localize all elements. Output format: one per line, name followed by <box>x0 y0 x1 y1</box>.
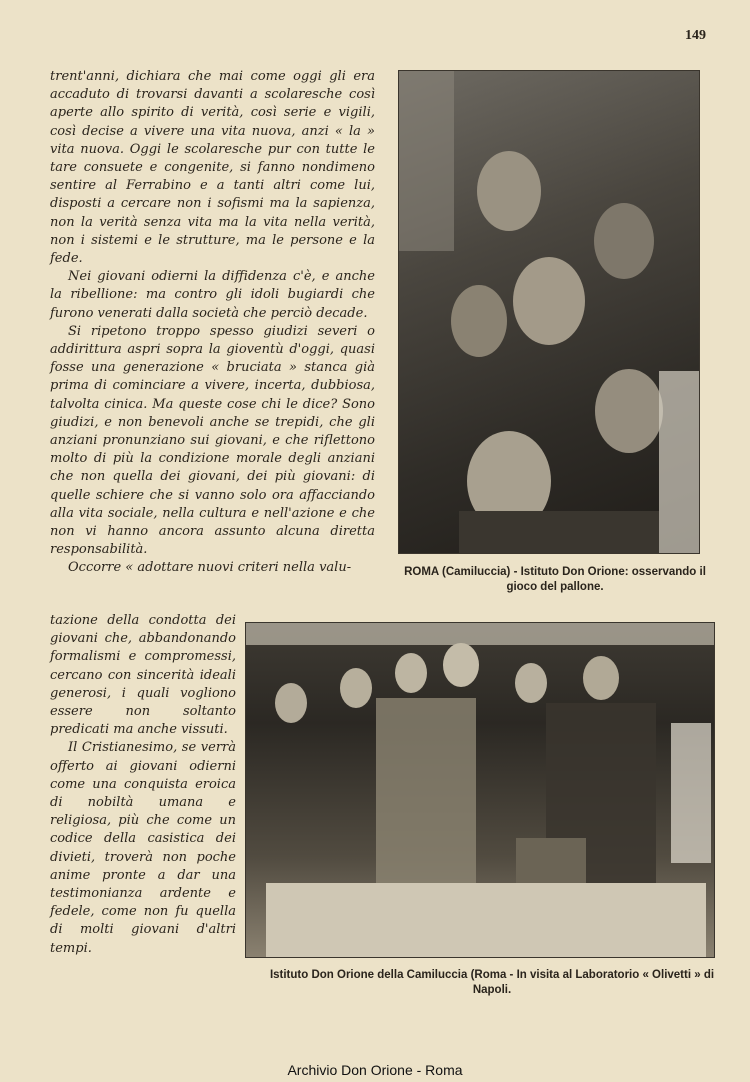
photo-figures <box>246 623 714 957</box>
article-text-top <box>50 68 375 578</box>
paragraph: Il Cristianesimo, se verrà offerto ai giovani odierni come una conquista eroica di nobiltà umana e religiosa, più che come un codice della casistica dei divieti, troverà non poche anime pronte a dar una testimonianza ardente e fedele, come non fu quella di molti giovani d'altri tempi. <box>50 740 236 956</box>
photo-visit-olivetti-laboratory <box>245 622 715 958</box>
photo-figures <box>399 71 699 553</box>
archive-footer: Archivio Don Orione - Roma <box>287 1062 463 1078</box>
article-text-bottom <box>50 612 236 958</box>
page-number: 149 <box>685 28 706 43</box>
photo-boys-watching-football <box>398 70 700 554</box>
paragraph: tazione della condotta dei giovani che, abbandonando formalismi e compromessi, cercano con sincerità ideali generosi, i quali vogliono essere non soltanto predicati ma anche vissuti. <box>50 613 236 738</box>
paragraph: trent'anni, dichiara che mai come oggi gli era accaduto di trovarsi davanti a scolaresche così aperte allo spirito di verità, così serie e vigili, così decise a vivere una vita nuova, anzi « la » vita nuova. Oggi le scolaresche pur con tutte le tare consuete e congenite, si fanno nondimeno sentire al Ferrabino e a tanti altri come lui, disposti a cercare non i sofismi ma la sapienza, non la verità senza vita ma la vita nella verità, non i sistemi e le strutture, ma le persone e la fede. <box>50 69 375 267</box>
paragraph: Occorre « adottare nuovi criteri nella valu- <box>68 560 352 576</box>
paragraph: Nei giovani odierni la diffidenza c'è, e anche la ribellione: ma contro gli idoli bugiardi che furono venerati dalla società che perciò decade. <box>50 269 375 321</box>
caption-bottom: Istituto Don Orione della Camiluccia (Roma - In visita al Laboratorio « Olivetti » di Napoli. <box>269 969 715 996</box>
paragraph: Si ripetono troppo spesso giudizi severi o addirittura aspri sopra la gioventù d'oggi, quasi fosse una generazione « bruciata » stanca già prima di cominciare a vivere, incerta, dubbiosa, talvolta cinica. Ma queste cose chi le dice? Sono giudizi, e non benevoli anche se trepidi, che gli anziani pronunziano sui giovani, e che riflettono molto di più la condizione morale degli anziani che non quella dei giovani, dei più giovani: di quelle schiere che si vanno solo ora affacciando alla vita sociale, nella cultura e nell'azione e che non vi hanno ancora assunto alcuna diretta responsabilità. <box>50 323 375 558</box>
caption-top: ROMA (Camiluccia) - Istituto Don Orione: osservando il gioco del pallone. <box>404 566 706 593</box>
